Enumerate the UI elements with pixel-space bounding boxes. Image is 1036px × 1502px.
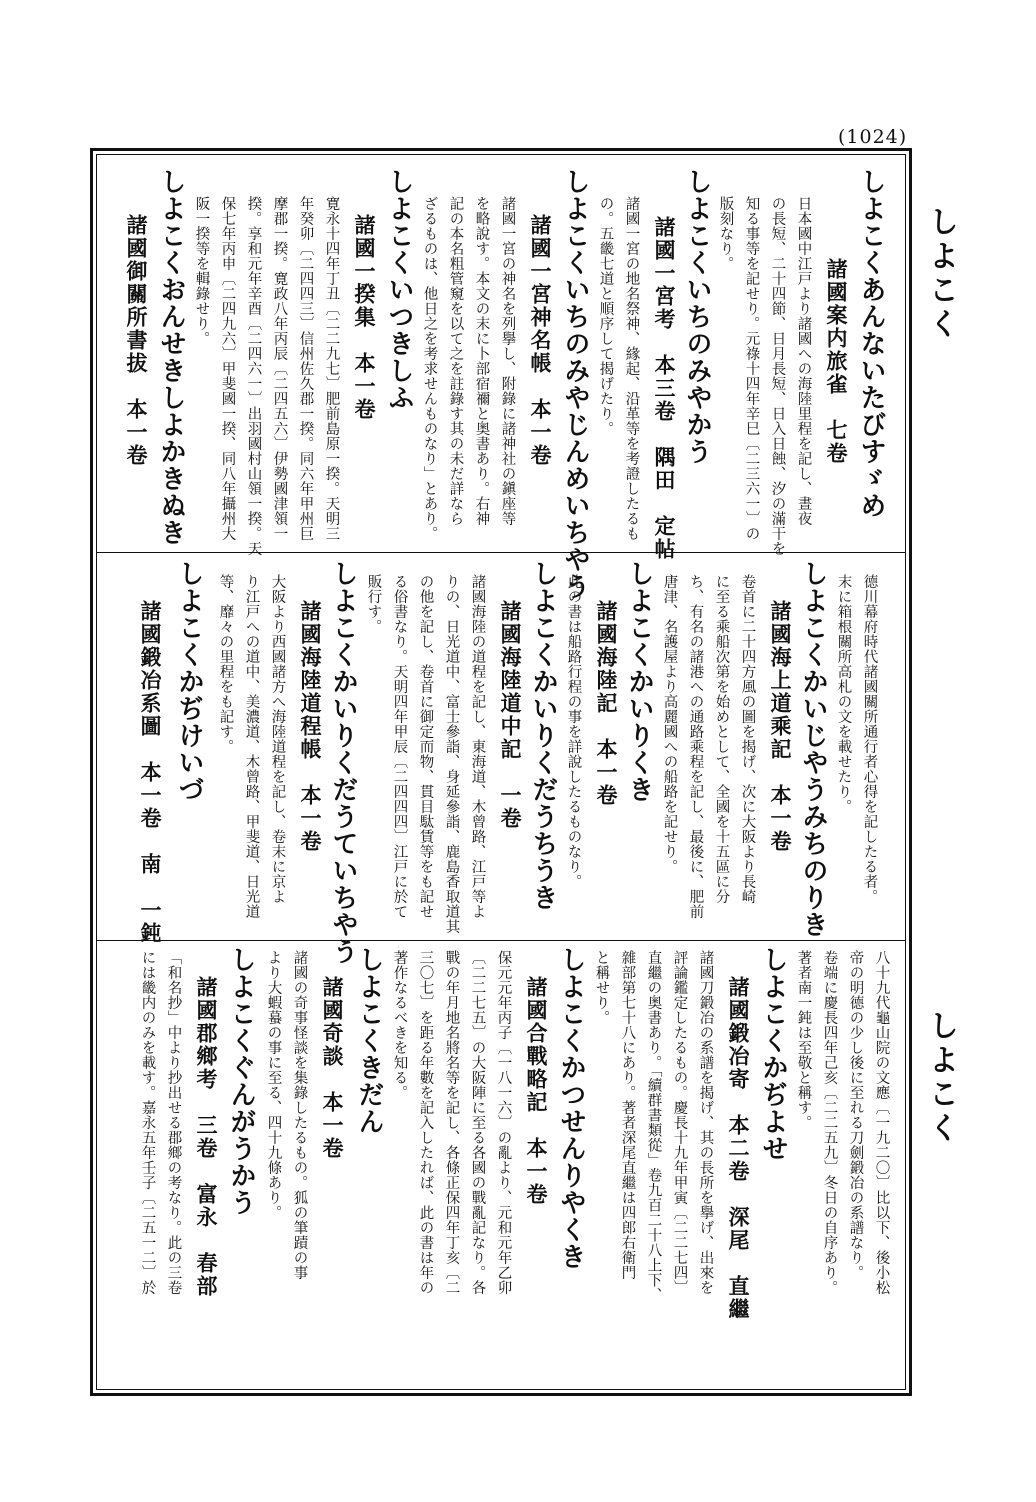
entry-text: ち、有名の諸港への通路乘程を記し、最後に、肥前 [687,574,704,919]
entry-text: 保七年丙申〔二四九六〕甲斐國一揆、同八年攝州大 [219,196,236,541]
entry-text: 雜部第七十八にあり。著者深尾直繼は四郎右衛門 [619,950,636,1280]
entry-text: りの、日光道中、富士參詣、身延參詣、鹿島香取道其 [443,574,460,934]
entry-text: 大阪より西國諸方へ海陸道程を記し、卷末に京よ [269,574,286,904]
entry-reading: しよこくいつきしふ [384,168,414,411]
entry-text: 諸國一宮の神名を列擧し、附錄に諸神社の鎭座等 [499,196,516,526]
entry-text: 三〇七〕を距る年數を記入したれば、此の書は年の [417,950,434,1295]
entry-text: 阪一揆等を輯錄せり。 [193,196,210,346]
entry-reading: しよこくあんないたびすゞめ [856,168,886,519]
entry-text: 等、靡々の里程をも記す。 [217,574,234,754]
entry-text: に至る乘船次第を始めとして、全國を十五區に分 [713,574,730,904]
entry-title: 諸國一宮考 本三卷 隅田 定帖 [652,216,677,561]
running-head-top: しよこく [923,206,958,342]
entry-text: 〔二二七五〕の大阪陣に至る各國の戰亂記なり。各 [469,950,486,1295]
entry-reading: しよこくいちのみやじんめいちやう [560,168,590,600]
entry-title: 諸國奇談 本一卷 [320,976,345,1160]
entry-text: 此の書は船路行程の事を詳說したるものなり。 [565,574,582,889]
entry-text: ざるものは、他日之を考求せんものなり」とあり。 [421,196,438,541]
entry-text: の長短、二十四節、日月長短、日入日蝕、汐の滿干を [769,196,786,556]
entry-text: 末に箱根關所高札の文を載せたり。 [835,574,852,814]
entry-text: 諸國刀鍛冶の系譜を揭げ、其の長所を擧げ、出來を [697,950,714,1295]
entry-reading: しよこくおんせきしよかきぬき [156,168,186,546]
entry-reading: しよこくかいりくだうていちやう [328,560,358,965]
entry-reading: しよこくかいじやうみちのりき [798,560,828,938]
entry-text: 寛永十四年丁丑〔二二九七〕肥前島原一揆。天明三 [323,196,340,541]
entry-text: 卷端に慶長四年己亥〔二二五九〕冬日の自序あり。 [821,950,838,1295]
entry-text: る俗書なり。天明四年甲辰〔二四四四〕江戸に於て [391,574,408,919]
entry-text: 年癸卯〔二四四三〕信州佐久郡一揆。同六年甲州巨 [297,196,314,541]
entry-title: 諸國海陸道中記 一卷 [498,600,523,830]
entry-text: と稱せり。 [593,950,610,1025]
entry-text: 諸國の奇事怪談を集錄したるもの。狐の筆蹟の事 [291,950,308,1280]
entry-title: 諸國案内旅雀 七卷 [824,258,849,465]
entry-text: り江戸への道中、美濃道、木曾路、甲斐道、日光道 [243,574,260,919]
entry-title: 諸國郡鄉考 三卷 富永 春部 [194,976,219,1298]
entry-text: には畿内のみを載す。嘉永五年壬子〔二五一二〕於 [139,950,156,1295]
entry-title: 諸國海陸記 本一卷 [594,600,619,807]
entry-text: を略說す。本文の末に卜部宿禰と奥書あり。右神 [473,196,490,526]
entry-text: 德川幕府時代諸國關所通行者心得を記したる者。 [861,574,878,904]
entry-text: より大蝦蟇の事に至る、四十九條あり。 [265,950,282,1220]
entry-text: 諸國一宮の地名祭神、緣起、沿革等を考證したるも [623,196,640,541]
entry-text: 著者南一鈍は至敬と稱す。 [795,950,812,1130]
entry-text: 八十九代龜山院の文應〔一九二〇〕比以下、後小松 [873,950,890,1295]
entry-reading: しよこくいちのみやかう [682,168,712,465]
entry-reading: しよこくかぢよせ [758,946,788,1162]
entry-text: の他を記し、卷首に御定而物、貫目駄賃等をも記せ [417,574,434,919]
entry-title: 諸國御關所書拔 本一卷 [124,214,149,467]
page-number: (1024) [838,126,908,148]
entry-title: 諸國海陸道程帳 本一卷 [298,600,323,853]
running-head-bottom: しよこく [923,1010,958,1146]
entry-reading: しよこくぐんがうかう [226,946,256,1216]
entry-text: 直繼の奥書あり。「續群書類從」卷九百二十八上下、 [645,950,662,1303]
entry-reading: しよこくかぢけいづ [174,560,204,803]
entry-text: 評論鑑定したるもの。慶長十九年甲寅〔二二七四〕 [671,950,688,1295]
entry-title: 諸國海上道乘記 本一卷 [768,600,793,853]
entry-text: 戰の年月地名將名等を記し、各條正保四年丁亥〔二 [443,950,460,1295]
entry-title: 諸國合戰略記 本一卷 [524,976,549,1206]
entry-text: 帝の明德の少し後に至れる刀劍鍛冶の系譜なり。 [847,950,864,1280]
section-divider-bottom [96,940,906,941]
entry-reading: しよこくかつせんりやくき [556,946,586,1270]
entry-text: 「和名抄」中より抄出せる郡鄉の考なり。此の三卷 [165,950,182,1295]
entry-text: 摩郡一揆。寛政八年丙辰〔二四五六〕伊勢國津領一 [271,196,288,541]
entry-title: 諸國一揆集 本一卷 [352,214,377,421]
entry-text: 販行す。 [365,574,382,634]
entry-title: 諸國鍛冶寄 本二卷 深尾 直繼 [726,976,751,1321]
entry-text: 著作なるべきを知る。 [391,950,408,1100]
entry-title: 諸國鍛冶系圖 本一卷 南 一鈍 [138,600,163,945]
entry-text: 知る事等を記せり。元祿十四年辛巳〔二三六一〕の [743,196,760,541]
entry-reading: しよこくかいりくだうちうき [528,560,558,911]
entry-text: 揆。享和元年辛酉〔二四六一〕出羽國村山領一揆。天 [245,196,262,556]
entry-text: 諸國海陸の道程を記し、東海道、木曾路、江戸等よ [469,574,486,919]
entry-text: 記の本名粗管窺を以て之を註錄す其の未だ詳なら [447,196,464,526]
entry-text: 日本國中江戸より諸國への海陸里程を記し、晝夜 [795,196,812,526]
entry-text: 保元元年丙子〔一八一六〕の亂より、元和元年乙卯 [495,950,512,1295]
entry-text: の。五畿七道と順序して揭げたり。 [597,196,614,436]
entry-text: 版刻なり。 [717,196,734,271]
entry-reading: しよこくかいりくき [624,560,654,803]
entry-title: 諸國一宮神名帳 本一卷 [528,214,553,467]
entry-text: 卷首に二十四方風の圖を揭げ、次に大阪より長崎 [739,574,756,904]
entry-reading: しよこくきだん [354,946,384,1135]
entry-text: 唐津、名護屋より高麗國への船路を記せり。 [661,574,678,874]
